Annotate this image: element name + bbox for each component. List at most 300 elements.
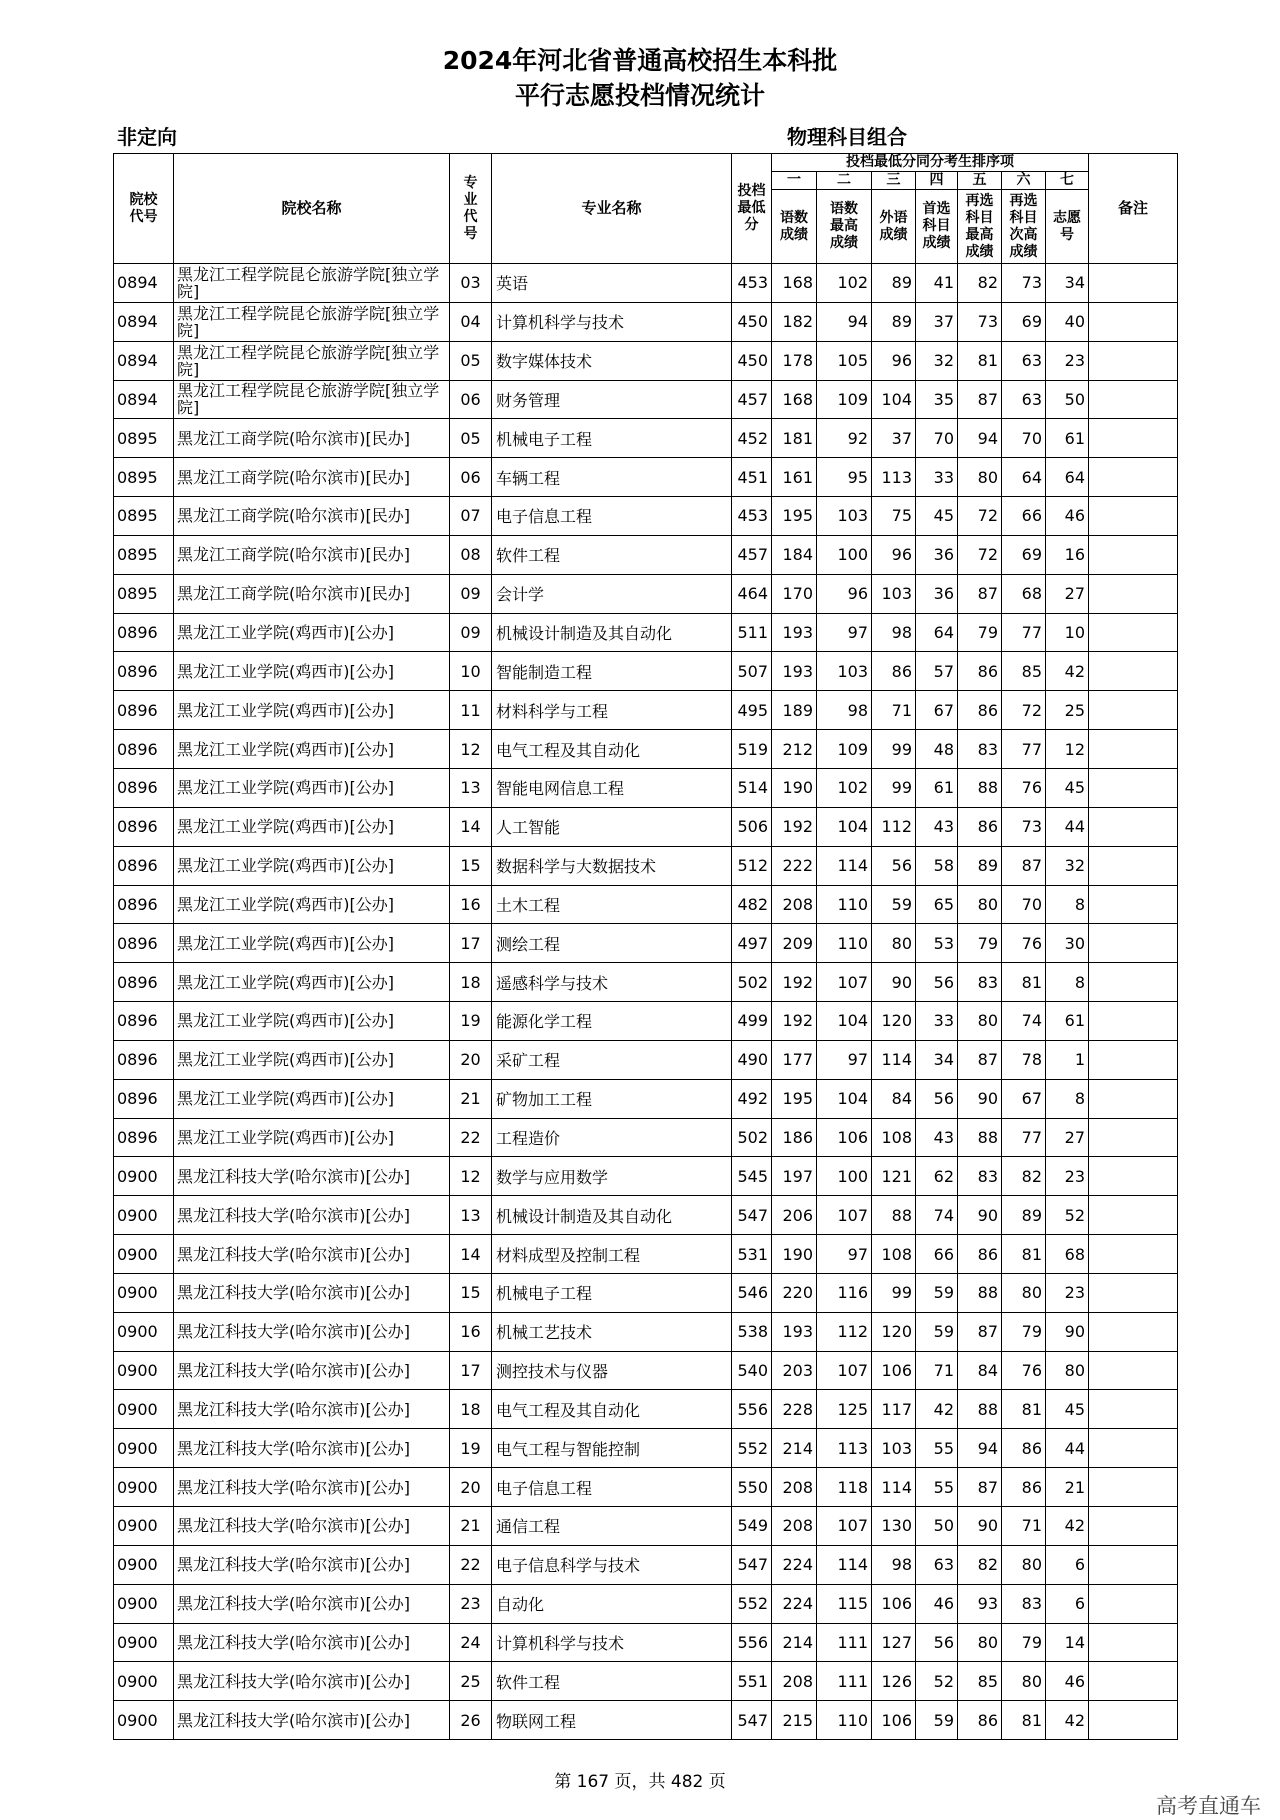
table-row [114,1545,1178,1584]
cell-major-code: 22 [450,1118,492,1157]
cell-rank-5: 94 [958,1429,1002,1468]
cell-rank-6: 85 [1002,652,1046,691]
header-school-name: 院校名称 [174,154,450,264]
cell-rank-6: 64 [1002,458,1046,497]
cell-school-code: 0896 [114,730,174,769]
cell-rank-7: 14 [1046,1623,1089,1662]
cell-rank-2: 95 [817,458,872,497]
cell-rank-6: 73 [1002,264,1046,303]
cell-major-code: 09 [450,574,492,613]
cell-major-code: 07 [450,497,492,536]
cell-rank-5: 87 [958,574,1002,613]
cell-min-score: 457 [732,380,772,419]
cell-rank-5: 94 [958,419,1002,458]
header-rank-7: 七 [1046,172,1089,190]
cell-rank-4: 32 [916,341,958,380]
cell-remarks [1089,1002,1178,1041]
cell-rank-6: 86 [1002,1429,1046,1468]
cell-rank-7: 46 [1046,497,1089,536]
cell-school-code: 0896 [114,768,174,807]
cell-rank-1: 170 [772,574,817,613]
cell-rank-4: 71 [916,1351,958,1390]
cell-major-name: 工程造价 [492,1118,732,1157]
cell-major-code: 21 [450,1507,492,1546]
cell-min-score: 502 [732,963,772,1002]
cell-major-code: 05 [450,341,492,380]
cell-major-code: 05 [450,419,492,458]
cell-major-code: 26 [450,1701,492,1740]
cell-min-score: 450 [732,341,772,380]
cell-rank-6: 76 [1002,1351,1046,1390]
cell-rank-7: 21 [1046,1468,1089,1507]
cell-rank-7: 32 [1046,846,1089,885]
cell-school-name: 黑龙江科技大学(哈尔滨市)[公办] [174,1235,450,1274]
cell-rank-6: 77 [1002,1118,1046,1157]
cell-rank-3: 113 [872,458,916,497]
cell-rank-5: 81 [958,341,1002,380]
cell-rank-6: 69 [1002,535,1046,574]
table-row [114,1584,1178,1623]
cell-major-name: 能源化学工程 [492,1002,732,1041]
cell-rank-3: 98 [872,613,916,652]
cell-rank-6: 73 [1002,807,1046,846]
cell-rank-3: 104 [872,380,916,419]
cell-remarks [1089,1701,1178,1740]
header-rank-5: 五 [958,172,1002,190]
cell-school-name: 黑龙江工业学院(鸡西市)[公办] [174,652,450,691]
cell-rank-3: 80 [872,924,916,963]
cell-rank-7: 12 [1046,730,1089,769]
cell-school-code: 0894 [114,380,174,419]
cell-remarks [1089,1390,1178,1429]
cell-rank-3: 112 [872,807,916,846]
cell-school-name: 黑龙江科技大学(哈尔滨市)[公办] [174,1507,450,1546]
cell-school-name: 黑龙江工程学院昆仑旅游学院[独立学院] [174,264,450,303]
table-row [114,807,1178,846]
cell-remarks [1089,1079,1178,1118]
cell-major-code: 19 [450,1002,492,1041]
cell-school-name: 黑龙江科技大学(哈尔滨市)[公办] [174,1662,450,1701]
cell-major-code: 18 [450,963,492,1002]
cell-rank-2: 125 [817,1390,872,1429]
cell-school-name: 黑龙江科技大学(哈尔滨市)[公办] [174,1584,450,1623]
table-row [114,380,1178,419]
cell-school-name: 黑龙江科技大学(哈尔滨市)[公办] [174,1390,450,1429]
cell-school-code: 0895 [114,574,174,613]
cell-rank-2: 106 [817,1118,872,1157]
cell-rank-1: 186 [772,1118,817,1157]
cell-min-score: 538 [732,1312,772,1351]
cell-school-name: 黑龙江工程学院昆仑旅游学院[独立学院] [174,341,450,380]
table-row [114,691,1178,730]
cell-school-code: 0900 [114,1584,174,1623]
cell-min-score: 499 [732,1002,772,1041]
cell-major-code: 19 [450,1429,492,1468]
cell-major-code: 24 [450,1623,492,1662]
cell-rank-1: 222 [772,846,817,885]
cell-major-code: 10 [450,652,492,691]
cell-rank-5: 72 [958,497,1002,536]
cell-rank-3: 120 [872,1002,916,1041]
cell-rank-5: 82 [958,264,1002,303]
cell-rank-4: 36 [916,535,958,574]
cell-school-code: 0895 [114,419,174,458]
cell-major-name: 电子信息工程 [492,497,732,536]
cell-rank-3: 114 [872,1040,916,1079]
cell-rank-2: 115 [817,1584,872,1623]
table-row [114,846,1178,885]
cell-school-code: 0896 [114,613,174,652]
table-row [114,302,1178,341]
cell-rank-5: 83 [958,1157,1002,1196]
cell-rank-7: 44 [1046,807,1089,846]
cell-school-code: 0895 [114,497,174,536]
cell-school-code: 0894 [114,264,174,303]
table-row [114,1623,1178,1662]
admission-table [113,153,1178,1740]
cell-rank-3: 84 [872,1079,916,1118]
table-row [114,1196,1178,1235]
cell-school-name: 黑龙江工业学院(鸡西市)[公办] [174,885,450,924]
cell-rank-6: 67 [1002,1079,1046,1118]
cell-rank-5: 73 [958,302,1002,341]
cell-rank-7: 27 [1046,1118,1089,1157]
cell-rank-7: 6 [1046,1584,1089,1623]
cell-rank-4: 45 [916,497,958,536]
cell-school-name: 黑龙江科技大学(哈尔滨市)[公办] [174,1351,450,1390]
header-item-7: 志愿号 [1046,190,1089,264]
cell-rank-7: 61 [1046,419,1089,458]
cell-rank-7: 61 [1046,1002,1089,1041]
cell-remarks [1089,264,1178,303]
cell-school-code: 0894 [114,341,174,380]
cell-major-name: 数据科学与大数据技术 [492,846,732,885]
cell-major-name: 电子信息工程 [492,1468,732,1507]
cell-rank-1: 208 [772,1507,817,1546]
table-row [114,924,1178,963]
cell-rank-7: 27 [1046,574,1089,613]
cell-rank-2: 105 [817,341,872,380]
cell-rank-1: 181 [772,419,817,458]
header-item-2: 语数最高成绩 [817,190,872,264]
cell-school-name: 黑龙江工程学院昆仑旅游学院[独立学院] [174,302,450,341]
cell-rank-7: 8 [1046,963,1089,1002]
header-rank-2: 二 [817,172,872,190]
cell-rank-2: 97 [817,1235,872,1274]
cell-rank-7: 42 [1046,1701,1089,1740]
cell-rank-6: 87 [1002,846,1046,885]
cell-rank-6: 80 [1002,1273,1046,1312]
cell-rank-4: 33 [916,1002,958,1041]
cell-major-name: 计算机科学与技术 [492,1623,732,1662]
cell-rank-7: 23 [1046,1273,1089,1312]
cell-rank-6: 80 [1002,1662,1046,1701]
cell-rank-6: 70 [1002,419,1046,458]
cell-remarks [1089,1429,1178,1468]
cell-school-code: 0896 [114,1040,174,1079]
cell-major-name: 机械电子工程 [492,419,732,458]
cell-major-code: 15 [450,846,492,885]
cell-rank-4: 46 [916,1584,958,1623]
cell-school-name: 黑龙江科技大学(哈尔滨市)[公办] [174,1429,450,1468]
cell-rank-2: 100 [817,1157,872,1196]
cell-rank-4: 36 [916,574,958,613]
cell-rank-6: 76 [1002,924,1046,963]
cell-rank-4: 59 [916,1312,958,1351]
cell-rank-1: 208 [772,885,817,924]
cell-min-score: 549 [732,1507,772,1546]
cell-remarks [1089,458,1178,497]
cell-rank-7: 90 [1046,1312,1089,1351]
cell-rank-6: 69 [1002,302,1046,341]
cell-min-score: 552 [732,1429,772,1468]
cell-rank-4: 41 [916,264,958,303]
cell-rank-7: 8 [1046,885,1089,924]
cell-major-name: 电气工程及其自动化 [492,730,732,769]
cell-remarks [1089,1273,1178,1312]
cell-rank-5: 80 [958,458,1002,497]
header-rank-3: 三 [872,172,916,190]
cell-school-code: 0896 [114,1118,174,1157]
cell-rank-1: 192 [772,963,817,1002]
cell-remarks [1089,1040,1178,1079]
cell-remarks [1089,497,1178,536]
cell-rank-6: 68 [1002,574,1046,613]
cell-major-code: 06 [450,458,492,497]
cell-rank-3: 90 [872,963,916,1002]
cell-rank-3: 106 [872,1351,916,1390]
cell-min-score: 552 [732,1584,772,1623]
cell-school-code: 0896 [114,1079,174,1118]
cell-min-score: 453 [732,497,772,536]
table-row [114,1507,1178,1546]
cell-rank-1: 193 [772,613,817,652]
cell-min-score: 490 [732,1040,772,1079]
cell-school-code: 0900 [114,1662,174,1701]
table-row [114,497,1178,536]
cell-rank-7: 16 [1046,535,1089,574]
cell-rank-1: 195 [772,1079,817,1118]
cell-min-score: 464 [732,574,772,613]
cell-rank-6: 89 [1002,1196,1046,1235]
cell-rank-4: 58 [916,846,958,885]
cell-rank-5: 86 [958,1701,1002,1740]
cell-major-code: 14 [450,807,492,846]
cell-school-code: 0900 [114,1351,174,1390]
table-row [114,1312,1178,1351]
header-item-6: 再选科目次高成绩 [1002,190,1046,264]
cell-rank-6: 86 [1002,1468,1046,1507]
header-item-3: 外语成绩 [872,190,916,264]
cell-rank-7: 40 [1046,302,1089,341]
cell-rank-6: 78 [1002,1040,1046,1079]
cell-rank-6: 66 [1002,497,1046,536]
cell-rank-7: 30 [1046,924,1089,963]
cell-rank-3: 59 [872,885,916,924]
cell-rank-4: 56 [916,963,958,1002]
table-row [114,419,1178,458]
cell-rank-5: 83 [958,963,1002,1002]
cell-rank-3: 114 [872,1468,916,1507]
cell-rank-2: 96 [817,574,872,613]
cell-major-name: 自动化 [492,1584,732,1623]
cell-rank-2: 104 [817,807,872,846]
header-remarks: 备注 [1089,154,1178,264]
cell-major-name: 数字媒体技术 [492,341,732,380]
cell-min-score: 512 [732,846,772,885]
cell-major-code: 21 [450,1079,492,1118]
table-row [114,730,1178,769]
cell-major-name: 物联网工程 [492,1701,732,1740]
cell-school-name: 黑龙江工业学院(鸡西市)[公办] [174,807,450,846]
cell-rank-1: 215 [772,1701,817,1740]
cell-rank-4: 37 [916,302,958,341]
cell-rank-7: 46 [1046,1662,1089,1701]
cell-rank-4: 57 [916,652,958,691]
table-row [114,1429,1178,1468]
cell-rank-2: 110 [817,885,872,924]
cell-rank-3: 106 [872,1584,916,1623]
cell-remarks [1089,380,1178,419]
cell-major-name: 软件工程 [492,1662,732,1701]
cell-rank-7: 44 [1046,1429,1089,1468]
cell-remarks [1089,1623,1178,1662]
cell-rank-5: 85 [958,1662,1002,1701]
cell-rank-7: 50 [1046,380,1089,419]
cell-major-code: 17 [450,924,492,963]
table-row [114,1079,1178,1118]
cell-remarks [1089,574,1178,613]
header-school-code: 院校代号 [114,154,174,264]
cell-rank-1: 178 [772,341,817,380]
cell-rank-5: 89 [958,846,1002,885]
cell-major-code: 20 [450,1040,492,1079]
cell-school-code: 0896 [114,691,174,730]
cell-rank-6: 77 [1002,613,1046,652]
cell-school-code: 0895 [114,535,174,574]
cell-rank-5: 86 [958,1235,1002,1274]
cell-remarks [1089,768,1178,807]
cell-rank-6: 63 [1002,380,1046,419]
cell-rank-7: 42 [1046,652,1089,691]
cell-rank-3: 99 [872,1273,916,1312]
header-rank-4: 四 [916,172,958,190]
cell-remarks [1089,302,1178,341]
cell-rank-4: 66 [916,1235,958,1274]
cell-school-name: 黑龙江工商学院(哈尔滨市)[民办] [174,535,450,574]
cell-school-code: 0896 [114,846,174,885]
cell-rank-4: 55 [916,1429,958,1468]
cell-rank-6: 76 [1002,768,1046,807]
cell-school-code: 0900 [114,1468,174,1507]
cell-rank-5: 80 [958,885,1002,924]
cell-major-code: 12 [450,1157,492,1196]
cell-min-score: 482 [732,885,772,924]
cell-rank-7: 1 [1046,1040,1089,1079]
cell-school-name: 黑龙江工业学院(鸡西市)[公办] [174,768,450,807]
cell-min-score: 457 [732,535,772,574]
cell-rank-2: 98 [817,691,872,730]
cell-rank-1: 195 [772,497,817,536]
cell-rank-2: 118 [817,1468,872,1507]
cell-major-code: 06 [450,380,492,419]
cell-rank-2: 97 [817,613,872,652]
table-row [114,574,1178,613]
cell-school-name: 黑龙江工业学院(鸡西市)[公办] [174,1118,450,1157]
cell-rank-2: 97 [817,1040,872,1079]
cell-major-code: 20 [450,1468,492,1507]
cell-rank-7: 42 [1046,1507,1089,1546]
cell-rank-5: 88 [958,768,1002,807]
cell-school-name: 黑龙江工业学院(鸡西市)[公办] [174,1002,450,1041]
cell-rank-5: 93 [958,1584,1002,1623]
header-rank-1: 一 [772,172,817,190]
cell-school-name: 黑龙江工业学院(鸡西市)[公办] [174,963,450,1002]
cell-remarks [1089,1662,1178,1701]
cell-major-name: 机械工艺技术 [492,1312,732,1351]
cell-rank-5: 88 [958,1390,1002,1429]
cell-min-score: 452 [732,419,772,458]
cell-rank-1: 193 [772,652,817,691]
cell-rank-7: 52 [1046,1196,1089,1235]
cell-school-name: 黑龙江工商学院(哈尔滨市)[民办] [174,574,450,613]
cell-school-name: 黑龙江科技大学(哈尔滨市)[公办] [174,1196,450,1235]
cell-major-name: 电子信息科学与技术 [492,1545,732,1584]
cell-rank-2: 114 [817,846,872,885]
cell-rank-4: 33 [916,458,958,497]
cell-school-code: 0896 [114,963,174,1002]
cell-rank-4: 48 [916,730,958,769]
cell-rank-6: 70 [1002,885,1046,924]
table-row [114,1390,1178,1429]
cell-rank-3: 117 [872,1390,916,1429]
cell-rank-2: 111 [817,1662,872,1701]
cell-rank-4: 43 [916,1118,958,1157]
cell-rank-4: 74 [916,1196,958,1235]
cell-major-name: 机械设计制造及其自动化 [492,613,732,652]
cell-major-name: 英语 [492,264,732,303]
cell-rank-6: 71 [1002,1507,1046,1546]
cell-school-code: 0894 [114,302,174,341]
cell-rank-6: 79 [1002,1623,1046,1662]
cell-rank-4: 63 [916,1545,958,1584]
cell-school-name: 黑龙江工商学院(哈尔滨市)[民办] [174,497,450,536]
cell-major-code: 17 [450,1351,492,1390]
table-row [114,535,1178,574]
cell-rank-6: 82 [1002,1157,1046,1196]
cell-major-name: 数学与应用数学 [492,1157,732,1196]
cell-rank-4: 50 [916,1507,958,1546]
cell-rank-7: 25 [1046,691,1089,730]
cell-major-code: 16 [450,885,492,924]
cell-rank-5: 83 [958,730,1002,769]
cell-rank-1: 189 [772,691,817,730]
table-row [114,1701,1178,1740]
cell-rank-5: 86 [958,652,1002,691]
cell-school-name: 黑龙江工程学院昆仑旅游学院[独立学院] [174,380,450,419]
cell-major-code: 15 [450,1273,492,1312]
cell-rank-5: 87 [958,1468,1002,1507]
cell-rank-1: 190 [772,1235,817,1274]
cell-rank-3: 130 [872,1507,916,1546]
cell-min-score: 547 [732,1196,772,1235]
table-row [114,1002,1178,1041]
cell-rank-2: 110 [817,1701,872,1740]
cell-rank-4: 59 [916,1273,958,1312]
cell-rank-1: 220 [772,1273,817,1312]
cell-rank-6: 81 [1002,1390,1046,1429]
cell-rank-2: 116 [817,1273,872,1312]
